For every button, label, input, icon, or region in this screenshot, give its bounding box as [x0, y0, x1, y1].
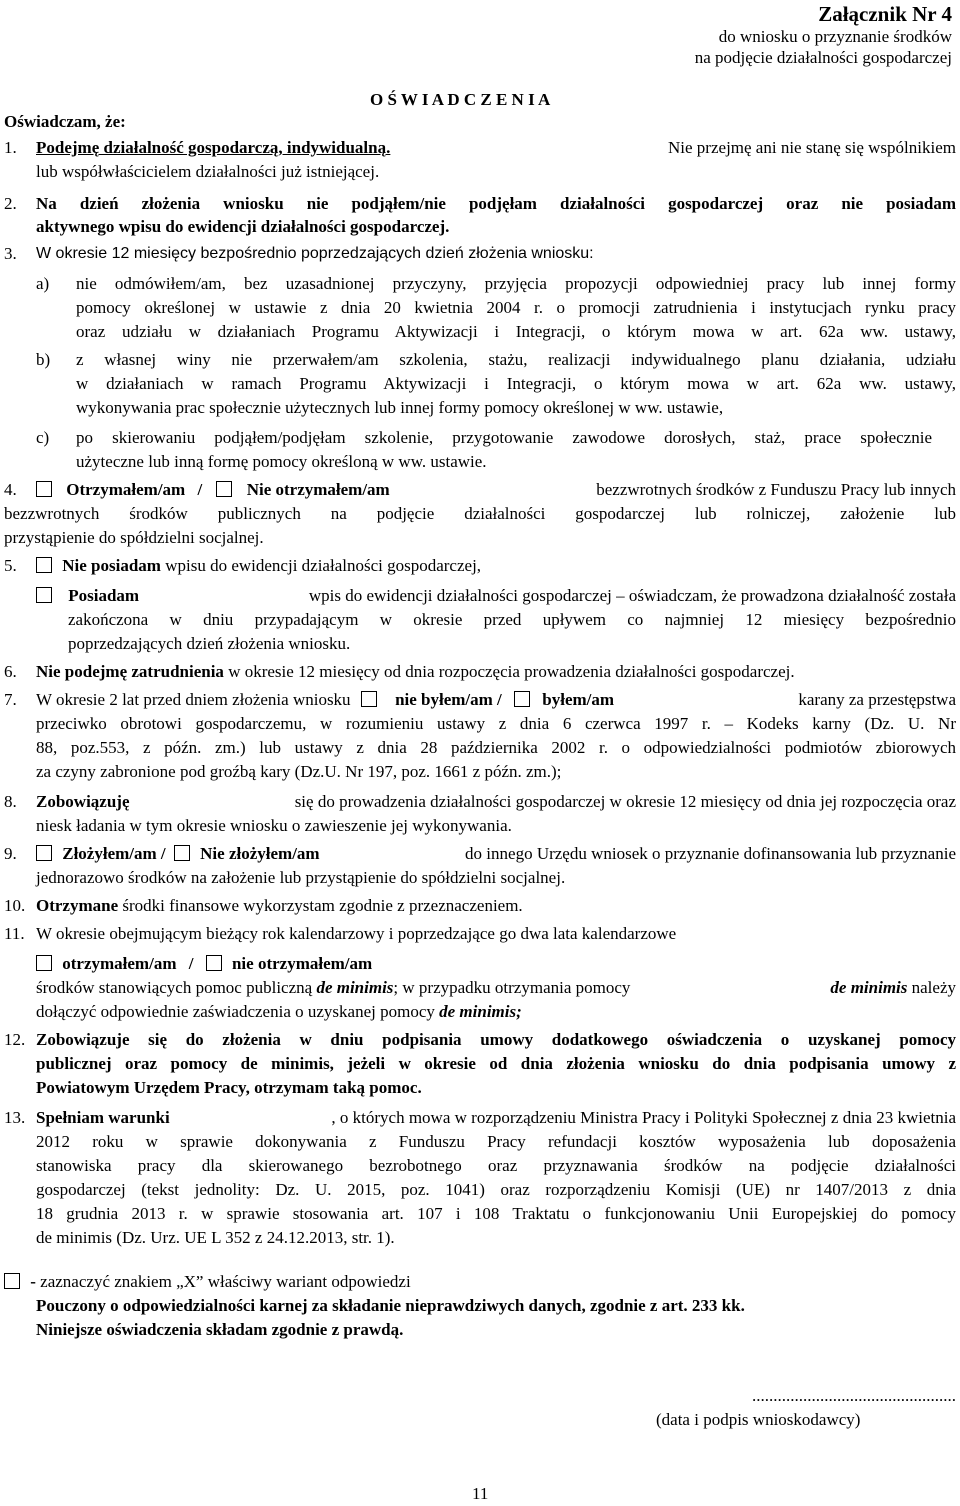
item-1-line-2: lub współwłaścicielem działalności już istniejącej.: [36, 162, 380, 181]
item-13-line-4: gospodarczej (tekst jednolity: Dz. U. 2015, poz. 1041) oraz rozporządzeniu Komisji (UE) nr 1407/2013 z dnia: [36, 1180, 956, 1199]
item-12-line-3: Powiatowym Urzędem Pracy, otrzymam taką pomoc.: [36, 1078, 422, 1097]
item-7-line-4: za czyny zabronione pod groźbą kary (Dz.U. Nr 197, poz. 1661 z późn. zm.);: [36, 762, 562, 781]
annex-title: Załącznik Nr 4: [818, 2, 952, 26]
item-11-line-3: środków stanowiących pomoc publiczną de minimis; w przypadku otrzymania pomocy de minimis należy: [36, 978, 956, 997]
item-4-received-checkbox[interactable]: [36, 481, 52, 497]
item-11-line-1: W okresie obejmującym bieżący rok kalendarzowy i poprzedzające go dwa lata kalendarzowe: [36, 924, 677, 943]
item-5-option-1: Nie posiadam wpisu do ewidencji działalności gospodarczej,: [36, 554, 481, 578]
annex-subtitle-1: do wniosku o przyznanie środków: [718, 27, 952, 46]
item-3c-label: c): [36, 428, 50, 447]
item-3b-label: b): [36, 350, 51, 369]
intro-text: Oświadczam, że:: [4, 112, 126, 131]
item-5-line-2: zakończona w dniu przypadającym w okresie przed upływem co najmniej 12 miesięcy bezpośrednio: [68, 610, 956, 629]
item-5-no-entry-checkbox[interactable]: [36, 557, 52, 573]
item-11-received-checkbox[interactable]: [36, 955, 52, 971]
item-12-line-2: publicznej oraz pomocy de minimis, jeżeli w okresie od dnia złożenia wniosku do dnia podpisania umowy z: [36, 1054, 956, 1073]
item-2-number: 2.: [4, 194, 17, 213]
item-13-number: 13.: [4, 1108, 26, 1127]
item-4-line-1: Otrzymałem/am / Nie otrzymałem/am bezzwrotnych środków z Funduszu Pracy lub innych: [36, 478, 956, 502]
truth-statement: Niniejsze oświadczenia składam zgodnie z prawdą.: [36, 1320, 404, 1339]
item-5-number: 5.: [4, 556, 17, 575]
item-4-not-received-checkbox[interactable]: [216, 481, 232, 497]
item-9-number: 9.: [4, 844, 17, 863]
item-8-line-2: niesk ładania w tym okresie wniosku o zawieszenie jej wykonywania.: [36, 816, 512, 835]
item-6-number: 6.: [4, 662, 17, 681]
item-3-line-1: W okresie 12 miesięcy bezpośrednio poprzedzających dzień złożenia wniosku:: [36, 245, 594, 262]
item-4-number: 4.: [4, 480, 17, 499]
signature-label: (data i podpis wnioskodawcy): [656, 1410, 861, 1429]
item-5-option-2: Posiadam wpis do ewidencji działalności gospodarczej – oświadczam, że prowadzona działalność została: [36, 584, 956, 608]
item-3b-line-2: w działaniach w ramach Programu Aktywizacji i Integracji, o którym mowa w art. 62a ww. ustawy,: [76, 374, 956, 393]
item-13-line-2: 2012 roku w sprawie dokonywania z Funduszu Pracy refundacji kosztów wyposażenia lub doposażenia: [36, 1132, 956, 1151]
item-7-not-convicted-checkbox[interactable]: [361, 691, 377, 707]
item-9-line-2: jednorazowo środków na założenie lub przystąpienie do spółdzielni socjalnej.: [36, 868, 566, 887]
item-7-line-2: przeciwko obrotowi gospodarczemu, w rozumieniu ustawy z dnia 6 czerwca 1997 r. – Kodeks karny (Dz. U. Nr: [36, 714, 956, 733]
item-9-not-submitted-checkbox[interactable]: [174, 845, 190, 861]
item-3a-label: a): [36, 274, 50, 293]
item-11-number: 11.: [4, 924, 25, 943]
page-number: 11: [472, 1484, 489, 1503]
item-7-number: 7.: [4, 690, 17, 709]
item-3c-line-2: użyteczne lub inną formę pomocy określoną w ww. ustawie.: [76, 452, 487, 471]
signature-line: ................................................: [752, 1386, 956, 1405]
item-13-line-6: de minimis (Dz. Urz. UE L 352 z 24.12.2013, str. 1).: [36, 1228, 395, 1247]
page-title: O Ś W I A D C Z E N I A: [370, 90, 551, 109]
item-2-line-1: Na dzień złożenia wniosku nie podjąłem/nie podjęłam działalności gospodarczej oraz nie posiadam: [36, 194, 956, 213]
item-8-line-1: Zobowiązuję się do prowadzenia działalności gospodarczej w okresie 12 miesięcy od dnia jej rozpoczęcia oraz: [36, 792, 956, 811]
item-10-number: 10.: [4, 896, 26, 915]
item-7-line-1: W okresie 2 lat przed dniem złożenia wniosku nie byłem/am / byłem/am karany za przestępstwa: [36, 690, 956, 709]
item-13-line-1: Spełniam warunki , o których mowa w rozporządzeniu Ministra Pracy i Polityki Społecznej z dnia 23 kwietnia: [36, 1108, 956, 1127]
item-4-line-2: bezzwrotnych środków publicznych na podjęcie działalności gospodarczej lub rolniczej, założenie lub: [4, 504, 956, 523]
item-7-convicted-checkbox[interactable]: [514, 691, 530, 707]
item-5-line-3: poprzedzających dzień złożenia wniosku.: [68, 634, 351, 653]
item-12-number: 12.: [4, 1030, 26, 1049]
item-6-line-1: Nie podejmę zatrudnienia w okresie 12 miesięcy od dnia rozpoczęcia prowadzenia działalności gospodarczej.: [36, 662, 795, 681]
item-9-line-1: Złożyłem/am / Nie złożyłem/am do innego Urzędu wniosek o przyznanie dofinansowania lub przyznanie: [36, 842, 956, 866]
item-10-line-1: Otrzymane środki finansowe wykorzystam zgodnie z przeznaczeniem.: [36, 896, 523, 915]
legend-checkbox-icon: [4, 1273, 20, 1289]
item-7-line-3: 88, poz.553, z późn. zm.) lub ustawy z dnia 28 października 2002 r. o odpowiedzialności podmiotów zbiorowych: [36, 738, 956, 757]
item-3c-line-1: po skierowaniu podjąłem/podjęłam szkolenie, przygotowanie zawodowe dorosłych, staż, prace społecznie: [76, 428, 932, 447]
item-3a-line-1: nie odmówiłem/am, bez uzasadnionej przyczyny, przyjęcia propozycji odpowiedniej pracy lub innej formy: [76, 274, 956, 293]
legend-line: - zaznaczyć znakiem „X” właściwy wariant odpowiedzi: [4, 1270, 411, 1294]
item-13-line-3: stanowiska pracy dla skierowanego bezrobotnego oraz przyznawania środków na podjęcie działalności: [36, 1156, 956, 1175]
item-11-not-received-checkbox[interactable]: [206, 955, 222, 971]
item-5-has-entry-checkbox[interactable]: [36, 587, 52, 603]
item-1-line-1: Podejmę działalność gospodarczą, indywidualną. Nie przejmę ani nie stanę się wspólnikiem: [36, 138, 956, 157]
item-12-line-1: Zobowiązuje się do złożenia w dniu podpisania umowy dodatkowego oświadczenia o uzyskanej pomocy: [36, 1030, 956, 1049]
item-3b-line-1: z własnej winy nie przerwałem/am szkolenia, stażu, realizacji indywidualnego planu działania, udziału: [76, 350, 956, 369]
item-11-options: otrzymałem/am / nie otrzymałem/am: [36, 952, 372, 976]
item-4-line-3: przystąpienie do spółdzielni socjalnej.: [4, 528, 264, 547]
item-13-line-5: 18 grudnia 2013 r. w sprawie stosowania art. 107 i 108 Traktatu o funkcjonowaniu Unii Europejskiej do pomocy: [36, 1204, 956, 1223]
item-3-number: 3.: [4, 244, 17, 263]
item-3b-line-3: wykonywania prac społecznie użytecznych lub innej formy pomocy określonej w ww. ustawie,: [76, 398, 724, 417]
item-3a-line-3: oraz udziału w działaniach Programu Aktywizacji i Integracji, o którym mowa w art. 62a ww. ustawy,: [76, 322, 956, 341]
item-9-submitted-checkbox[interactable]: [36, 845, 52, 861]
item-2-line-2: aktywnego wpisu do ewidencji działalności gospodarczej.: [36, 217, 450, 236]
annex-subtitle-2: na podjęcie działalności gospodarczej: [694, 48, 952, 67]
warning-text: Pouczony o odpowiedzialności karnej za składanie nieprawdziwych danych, zgodnie z art. 233 kk.: [36, 1296, 745, 1315]
item-8-number: 8.: [4, 792, 17, 811]
item-3a-line-2: pomocy określonej w ustawie z dnia 20 kwietnia 2004 r. o promocji zatrudnienia i instytucjach rynku pracy: [76, 298, 956, 317]
item-1-number: 1.: [4, 138, 17, 157]
item-11-line-4: dołączyć odpowiednie zaświadczenia o uzyskanej pomocy de minimis;: [36, 1002, 522, 1021]
